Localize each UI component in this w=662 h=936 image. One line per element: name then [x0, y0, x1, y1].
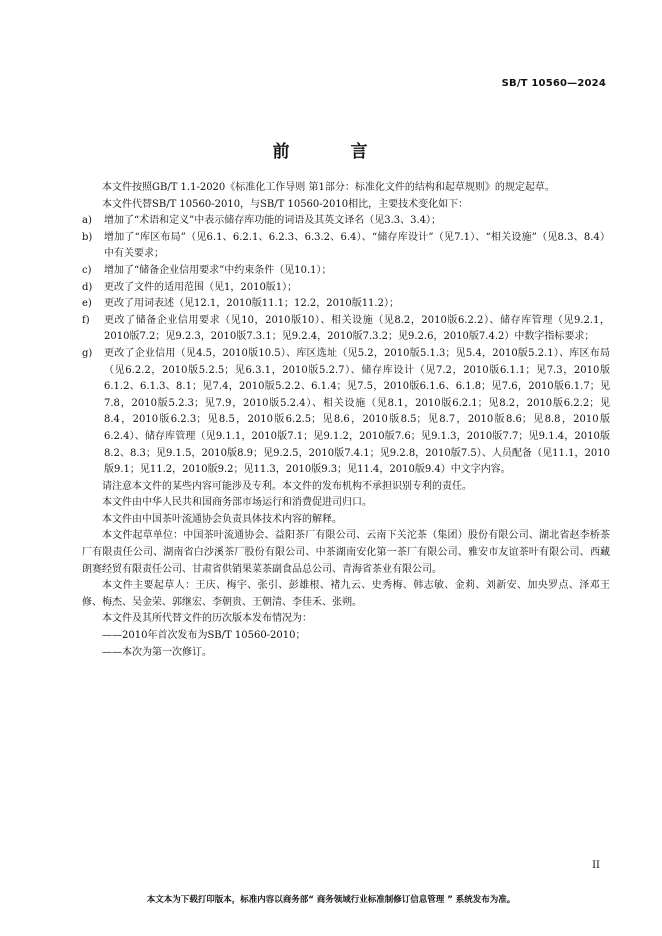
list-item-text: 增加了“储备企业信用要求”中约束条件（见10.1）；: [104, 264, 332, 276]
document-number: SB/T 10560—2024: [501, 78, 606, 89]
history-item: ——2010年首次发布为SB/T 10560-2010；: [102, 630, 306, 642]
list-item: [82, 296, 610, 313]
proposer-statement: 本文件由中华人民共和国商务部市场运行和消费促进司归口。: [102, 497, 372, 509]
list-item-text: 更改了用词表述（见12.1，2010版11.1；12.2，2010版11.2）；: [104, 298, 399, 310]
list-item-label: b): [82, 231, 93, 243]
history-intro: 本文件及其所代替文件的历次版本发布情况为：: [102, 613, 312, 625]
list-item: [82, 230, 610, 263]
list-item: [82, 280, 610, 297]
footer-notice: 本文本为下载打印版本，标准内容以商务部“ 商务领域行业标准制修订信息管理 ” 系统发布为准。: [146, 895, 516, 905]
list-item-text: 更改了文件的适用范围（见1，2010版1）；: [104, 281, 298, 293]
paragraph-drafting-rule: 本文件按照GB/T 1.1-2020《标准化工作导则 第1部分：标准化文件的结构和起草规则》的规定起草。: [102, 182, 555, 193]
list-item-label: e): [82, 298, 92, 310]
list-item-label: g): [82, 347, 93, 359]
list-item: [82, 346, 610, 479]
list-item: [82, 313, 610, 346]
list-item: [82, 263, 610, 280]
list-item-text: 更改了储备企业信用要求（见10，2010版10）、相关设施（见8.2，2010版6.2.2）、储存库管理（见9.2.1，2010版7.2；见9.2.3，2010版7.3.1；见9.2.4，2010版7.3.2；见9.2.6，2010版7.4.2）中数字指标要求；: [104, 314, 610, 343]
list-item-label: d): [82, 281, 93, 293]
paragraph-replacement: 本文件代替SB/T 10560-2010，与SB/T 10560-2010相比，主要技术变化如下：: [102, 198, 469, 210]
list-item-text: 增加了“库区布局”（见6.1、6.2.1、6.2.3、6.3.2、6.4）、“储存库设计”（见7.1）、“相关设施”（见8.3、8.4）中有关要求；: [104, 231, 610, 260]
list-item-label: f): [82, 314, 90, 326]
patent-statement: 请注意本文件的某些内容可能涉及专利。本文件的发布机构不承担识别专利的责任。: [102, 480, 472, 492]
list-item-label: c): [82, 264, 92, 276]
list-item-text: 增加了“术语和定义”中表示储存库功能的词语及其英文译名（见3.3、3.4）；: [104, 215, 442, 227]
drafting-units: 本文件起草单位：中国茶叶流通协会、益阳茶厂有限公司、云南下关沱茶（集团）股份有限公司、湖北省赵李桥茶厂有限责任公司、湖南省白沙溪茶厂股份有限公司、中茶湖南安化第一茶厂有限公司、雅安市友谊茶叶有限公司、西藏朗赛经贸有限责任公司、甘肃省供销果菜茶副食品总公司、青海省茶业有限公司。: [82, 530, 610, 575]
list-item-text: 更改了企业信用（见4.5，2010版10.5）、库区选址（见5.2，2010版5.1.3；见5.4，2010版5.2.1）、库区布局（见6.2.2，2010版5.2.5；见6.3.1，2010版5.2.7）、储存库设计（见7.2，2010版6.1.1；见7.3，2010版6.1.2、6.1.3、8.1；见7.4，2010版5.2.2、6.1.4；见7.5，2010版6.1.6、6.1.8；见7.6，2010版6.1.7；见7.8，2010版5.2.3；见7.9，2010版5.2.4）、相关设施（见8.1，2010版6.2.1；见8.2，2010版6.2.2；见8.4，2010版6.2.3；见8.5，2010版6.2.5；见8.6，2010版8.5；见8.7，2010版8.6；见8.8，2010版6.2.4）、储存库管理（见9.1.1，2010版7.1；见9.1.2，2010版7.6；见9.1.3，2010版7.7；见9.1.4，2010版8.2、8.3；见9.1.5，2010版8.9；见9.2.5，2010版7.4.1；见9.2.8，2010版7.5）、人员配备（见11.1，2010版9.1；见11.2，2010版9.2；见11.3，2010版9.3；见11.4，2010版9.4）中文字内容。: [104, 347, 610, 476]
changes-list: [82, 213, 610, 479]
drafters: 本文件主要起草人：王庆、梅宇、张引、彭雄根、褚九云、史秀梅、韩志敏、金莉、刘新安、加央罗点、泽邓王修、梅杰、吴金荣、郭继宏、李朝贵、王朝清、李佳禾、张朔。: [82, 580, 610, 608]
list-item-label: a): [82, 215, 92, 227]
interpreter-statement: 本文件由中国茶叶流通协会负责具体技术内容的解释。: [102, 513, 342, 525]
page-title: 前 言: [272, 142, 390, 162]
page-number: II: [592, 860, 600, 871]
history-item: ——本次为第一次修订。: [102, 646, 212, 658]
list-item: [82, 213, 610, 230]
document-body: [82, 180, 610, 661]
